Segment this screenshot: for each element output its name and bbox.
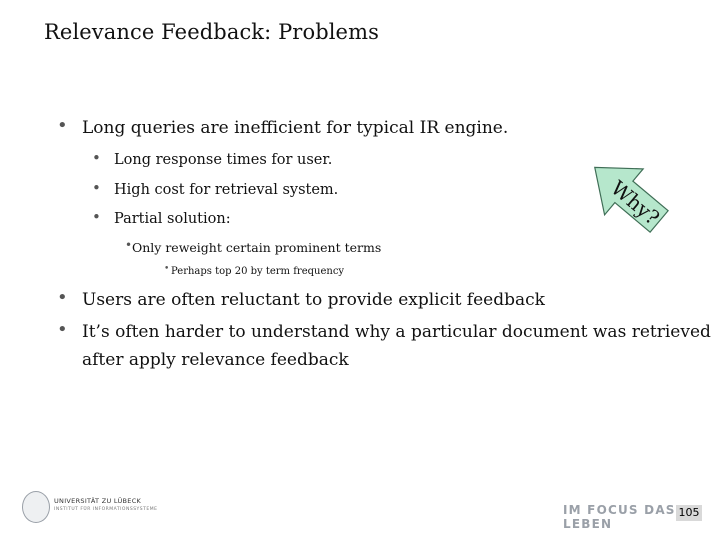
- bullet-dot: •: [57, 287, 68, 308]
- bullet-dot: •: [125, 238, 133, 252]
- institute-name: INSTITUT FÜR INFORMATIONSSYSTEME: [54, 507, 158, 512]
- bullet-harder-to-understand-cont: after apply relevance feedback: [82, 350, 349, 370]
- university-logo: [22, 491, 162, 525]
- footer-slogan: IM FOCUS DAS LEBEN: [563, 503, 676, 531]
- university-seal-icon: [22, 491, 50, 523]
- bullet-dot: •: [92, 208, 101, 226]
- bullet-response-times: Long response times for user.: [114, 152, 333, 168]
- bullet-reluctant-users: Users are often reluctant to provide explicit feedback: [82, 290, 545, 310]
- bullet-reweight: Only reweight certain prominent terms: [132, 240, 382, 255]
- bullet-dot: •: [164, 264, 170, 274]
- bullet-harder-to-understand: It’s often harder to understand why a particular document was retrieved: [82, 322, 711, 342]
- bullet-dot: •: [92, 149, 101, 167]
- bullet-top-20: Perhaps top 20 by term frequency: [171, 266, 345, 277]
- bullet-long-queries: Long queries are inefficient for typical IR engine.: [82, 118, 509, 138]
- bullet-partial-solution: Partial solution:: [114, 211, 231, 227]
- slide-title: Relevance Feedback: Problems: [44, 20, 379, 44]
- bullet-dot: •: [92, 179, 101, 197]
- bullet-dot: •: [57, 115, 68, 136]
- why-label: Why?: [606, 175, 665, 230]
- university-name: UNIVERSITÄT ZU LÜBECK: [54, 497, 142, 505]
- why-arrow-callout: [570, 145, 680, 245]
- bullet-dot: •: [57, 319, 68, 340]
- bullet-high-cost: High cost for retrieval system.: [114, 182, 339, 198]
- page-number: 105: [676, 505, 702, 521]
